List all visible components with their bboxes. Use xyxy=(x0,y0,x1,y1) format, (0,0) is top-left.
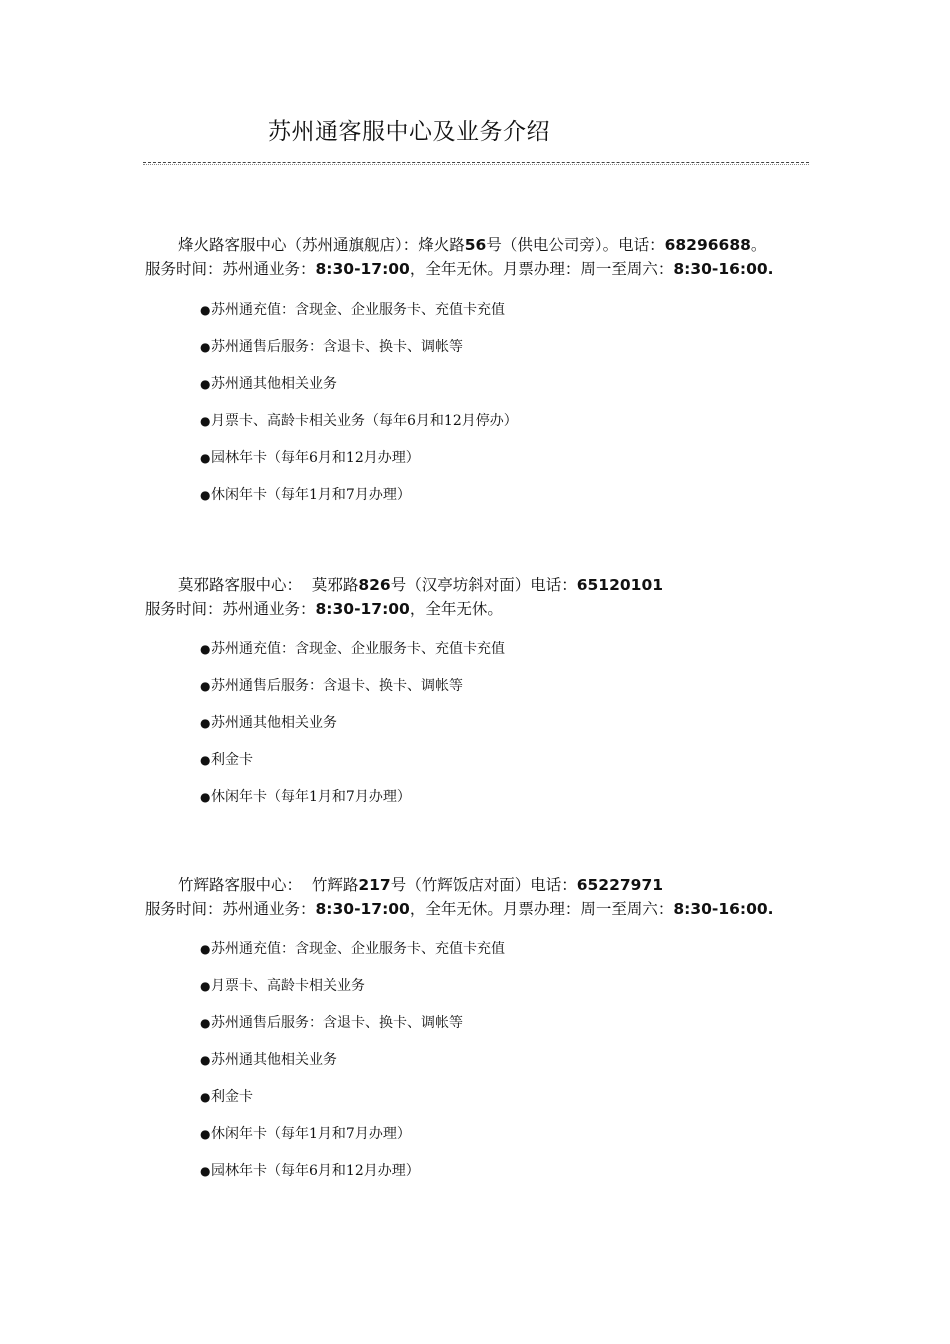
title-divider xyxy=(143,162,809,163)
hours-card: 8:30-17:00 xyxy=(315,260,410,278)
bullet-icon: ● xyxy=(200,1016,211,1030)
center-address-line xyxy=(145,873,825,897)
bullet-icon: ● xyxy=(200,1127,211,1141)
hours-note: ，全年无休。 xyxy=(409,600,503,618)
bullet-icon: ● xyxy=(200,642,211,656)
center-address-line xyxy=(145,233,825,257)
hours-card: 8:30-17:00 xyxy=(315,900,410,918)
hours-label: 服务时间：苏州通业务： xyxy=(145,600,316,618)
hours-note: ，全年无休。月票办理：周一至周六： xyxy=(409,900,674,918)
bullet-icon: ● xyxy=(200,679,211,693)
center-name-address: 竹辉路客服中心： 竹辉路 xyxy=(178,876,359,894)
center-name-address: 莫邪路客服中心： 莫邪路 xyxy=(178,576,359,594)
phone-number: 68296688 xyxy=(664,236,751,254)
center-address-line xyxy=(145,573,825,597)
address-detail: 号（供电公司旁）。电话： xyxy=(486,236,665,254)
bullet-icon: ● xyxy=(200,303,211,317)
phone-number: 65120101 xyxy=(576,576,664,594)
list-item: ●苏州通其他相关业务 xyxy=(200,715,337,731)
hours-label: 服务时间：苏州通业务： xyxy=(145,260,316,278)
list-item: ●苏州通充值：含现金、企业服务卡、充值卡充值 xyxy=(200,941,505,957)
hours-note: ，全年无休。月票办理：周一至周六： xyxy=(409,260,674,278)
bullet-icon: ● xyxy=(200,1164,211,1178)
address-number: 826 xyxy=(358,576,391,594)
list-item: ●月票卡、高龄卡相关业务（每年6月和12月停办） xyxy=(200,413,518,429)
address-number: 56 xyxy=(464,236,487,254)
address-number: 217 xyxy=(358,876,391,894)
bullet-icon: ● xyxy=(200,377,211,391)
address-detail: 号（竹辉饭店对面）电话： xyxy=(390,876,577,894)
center-name-address: 烽火路客服中心（苏州通旗舰店）：烽火路 xyxy=(178,236,465,254)
bullet-icon: ● xyxy=(200,790,211,804)
list-item: ●月票卡、高龄卡相关业务 xyxy=(200,978,365,994)
line-end: 。 xyxy=(750,236,767,254)
bullet-icon: ● xyxy=(200,451,211,465)
list-item: ●利金卡 xyxy=(200,1089,253,1105)
list-item: ●利金卡 xyxy=(200,752,253,768)
address-detail: 号（汉亭坊斜对面）电话： xyxy=(390,576,577,594)
title-divider-dots xyxy=(143,164,809,165)
bullet-icon: ● xyxy=(200,488,211,502)
service-hours-line xyxy=(145,257,825,281)
bullet-icon: ● xyxy=(200,1053,211,1067)
bullet-icon: ● xyxy=(200,979,211,993)
bullet-icon: ● xyxy=(200,942,211,956)
service-center-moxie xyxy=(145,573,825,621)
service-hours-line xyxy=(145,897,825,921)
bullet-icon: ● xyxy=(200,1090,211,1104)
hours-monthly: 8:30-16:00. xyxy=(673,900,774,918)
list-item: ●休闲年卡（每年1月和7月办理） xyxy=(200,1126,411,1142)
list-item: ●苏州通充值：含现金、企业服务卡、充值卡充值 xyxy=(200,641,505,657)
list-item: ●苏州通其他相关业务 xyxy=(200,376,337,392)
service-hours-line xyxy=(145,597,825,621)
list-item: ●园林年卡（每年6月和12月办理） xyxy=(200,1163,420,1179)
phone-number: 65227971 xyxy=(576,876,664,894)
list-item: ●苏州通售后服务：含退卡、换卡、调帐等 xyxy=(200,339,463,355)
list-item: ●苏州通售后服务：含退卡、换卡、调帐等 xyxy=(200,1015,463,1031)
bullet-icon: ● xyxy=(200,414,211,428)
bullet-icon: ● xyxy=(200,716,211,730)
list-item: ●休闲年卡（每年1月和7月办理） xyxy=(200,789,411,805)
list-item: ●休闲年卡（每年1月和7月办理） xyxy=(200,487,411,503)
hours-monthly: 8:30-16:00. xyxy=(673,260,774,278)
bullet-icon: ● xyxy=(200,753,211,767)
service-center-fenghuo xyxy=(145,233,825,281)
hours-label: 服务时间：苏州通业务： xyxy=(145,900,316,918)
list-item: ●园林年卡（每年6月和12月办理） xyxy=(200,450,420,466)
list-item: ●苏州通充值：含现金、企业服务卡、充值卡充值 xyxy=(200,302,505,318)
hours-card: 8:30-17:00 xyxy=(315,600,410,618)
page-title: 苏州通客服中心及业务介绍 xyxy=(268,119,550,145)
bullet-icon: ● xyxy=(200,340,211,354)
list-item: ●苏州通其他相关业务 xyxy=(200,1052,337,1068)
service-center-zhuhui xyxy=(145,873,825,921)
list-item: ●苏州通售后服务：含退卡、换卡、调帐等 xyxy=(200,678,463,694)
